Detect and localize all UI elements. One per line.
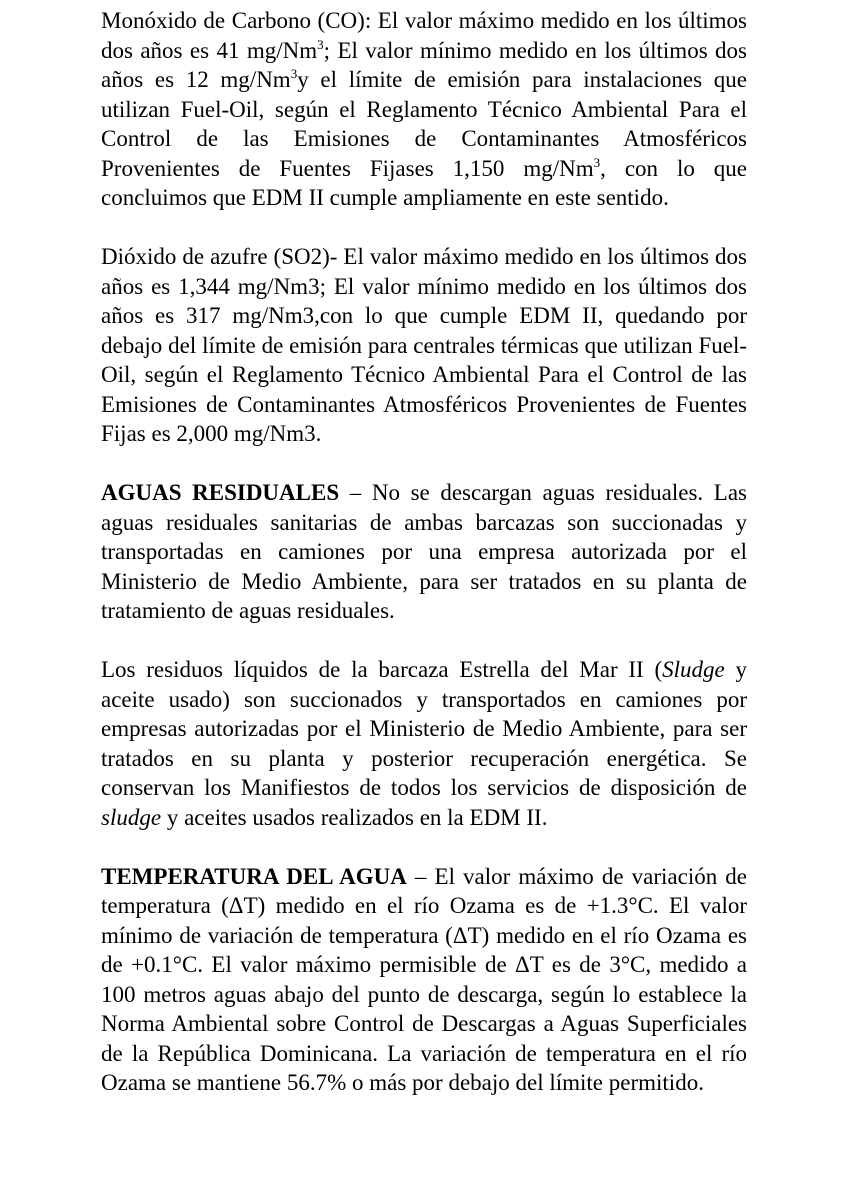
- co-text-part-1: Monóxido de Carbono (CO): El valor máximo medido en los últimos dos años es 41 mg/Nm: [101, 8, 747, 63]
- sludge-term-2: sludge: [101, 804, 162, 830]
- so2-text: Dióxido de azufre (SO2)- El valor máximo medido en los últimos dos años es 1,344 mg/Nm3; El valor mínimo medido en los últimos dos años es 317 mg/Nm3,con lo que cumple EDM II, quedando por debajo del límite de emisión para centrales térmicas que utilizan Fuel-Oil, según el Reglamento Técnico Ambiental Para el Control de las Emisiones de Contaminantes Atmosféricos Provenientes de Fuentes Fijas es 2,000 mg/Nm3.: [101, 244, 747, 446]
- water-temperature-heading: TEMPERATURA DEL AGUA: [101, 863, 407, 889]
- co-superscript-1: 3: [317, 36, 324, 52]
- liquid-waste-text-part-3: y aceites usados realizados en la EDM II.: [161, 804, 548, 830]
- paragraph-sulfur-dioxide: [101, 242, 747, 449]
- paragraph-carbon-monoxide: [101, 6, 747, 213]
- water-temperature-text: – El valor máximo de variación de temperatura (ΔT) medido en el río Ozama es de +1.3°C. El valor mínimo de variación de temperatura (ΔT) medido en el río Ozama es de +0.1°C. El valor máximo permisible de ΔT es de 3°C, medido a 100 metros aguas abajo del punto de descarga, según lo establece la Norma Ambiental sobre Control de Descargas a Aguas Superficiales de la República Dominicana. La variación de temperatura en el río Ozama se mantiene 56.7% o más por debajo del límite permitido.: [101, 863, 747, 1095]
- wastewater-heading: AGUAS RESIDUALES: [101, 480, 340, 505]
- co-superscript-3: 3: [593, 154, 601, 170]
- wastewater-text: – No se descargan aguas residuales. Las aguas residuales sanitarias de ambas barcazas son succionadas y transportadas en camiones por una empresa autorizada por el Ministerio de Medio Ambiente, para ser tratados en su planta de tratamiento de aguas residuales.: [101, 480, 747, 623]
- paragraph-water-temperature: [101, 862, 747, 1098]
- co-text-part-3: y el límite de emisión para instalaciones que utilizan Fuel-Oil, según el Reglamento Técnico Ambiental Para el Control de las Emisiones de Contaminantes Atmosféricos Provenientes de Fuentes Fijases 1,150 mg/Nm: [101, 67, 747, 181]
- co-text-part-2: ; El valor mínimo medido en los últimos dos años es 12 mg/Nm: [101, 37, 747, 92]
- liquid-waste-text-part-1: Los residuos líquidos de la barcaza Estrella del Mar II (: [101, 657, 663, 682]
- paragraph-liquid-waste: [101, 655, 747, 832]
- paragraph-wastewater: [101, 478, 747, 626]
- sludge-term-1: Sludge: [662, 657, 725, 682]
- co-text-part-4: , con lo que concluimos que EDM II cumple ampliamente en este sentido.: [101, 155, 747, 210]
- co-superscript-2: 3: [290, 66, 298, 81]
- document-page: [101, 6, 747, 1098]
- liquid-waste-text-part-2: y aceite usado) son succionados y transportados en camiones por empresas autorizadas por el Ministerio de Medio Ambiente, para ser tratados en su planta y posterior recuperación energética. Se conservan los Manifiestos de todos los servicios de disposición de: [101, 657, 748, 800]
